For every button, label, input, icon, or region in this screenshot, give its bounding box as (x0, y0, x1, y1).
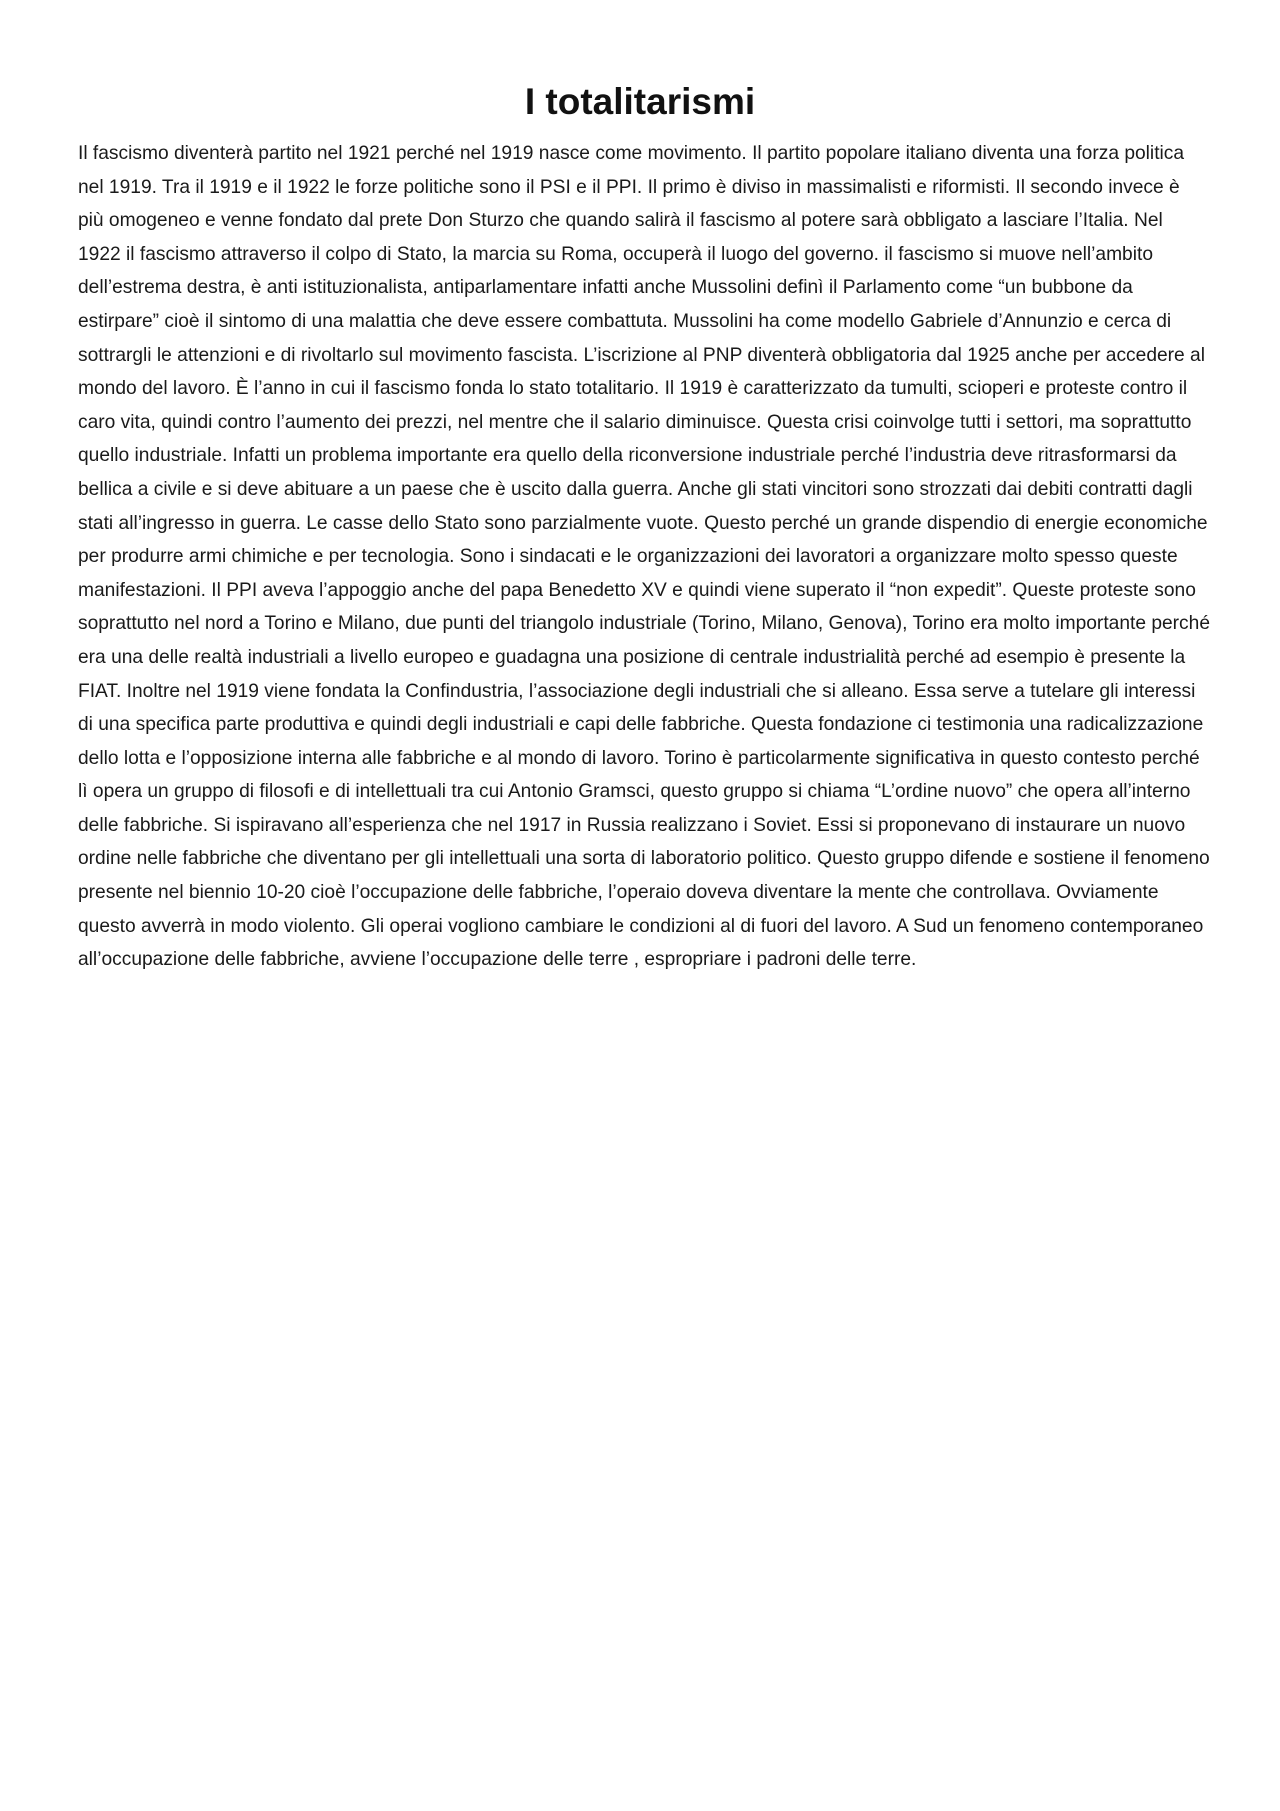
document-body-paragraph: Il fascismo diventerà partito nel 1921 perché nel 1919 nasce come movimento. Il partito popolare italiano diventa una forza politica nel 1919. Tra il 1919 e il 1922 le forze politiche sono il PSI e il PPI. Il primo è diviso in massimalisti e riformisti. Il secondo invece è più omogeneo e venne fondato dal prete Don Sturzo che quando salirà il fascismo al potere sarà obbligato a lasciare l’Italia. Nel 1922 il fascismo attraverso il colpo di Stato, la marcia su Roma, occuperà il luogo del governo. il fascismo si muove nell’ambito dell’estrema destra, è anti istituzionalista, antiparlamentare infatti anche Mussolini definì il Parlamento come “un bubbone da estirpare” cioè il sintomo di una malattia che deve essere combattuta. Mussolini ha come modello Gabriele d’Annunzio e cerca di sottrargli le attenzioni e di rivoltarlo sul movimento fascista. L’iscrizione al PNP diventerà obbligatoria dal 1925 anche per accedere al mondo del lavoro. È l’anno in cui il fascismo fonda lo stato totalitario. Il 1919 è caratterizzato da tumulti, scioperi e proteste contro il caro vita, quindi contro l’aumento dei prezzi, nel mentre che il salario diminuisce. Questa crisi coinvolge tutti i settori, ma soprattutto quello industriale. Infatti un problema importante era quello della riconversione industriale perché l’industria deve ritrasformarsi da bellica a civile e si deve abituare a un paese che è uscito dalla guerra. Anche gli stati vincitori sono strozzati dai debiti contratti dagli stati all’ingresso in guerra. Le casse dello Stato sono parzialmente vuote. Questo perché un grande dispendio di energie economiche per produrre armi chimiche e per tecnologia. Sono i sindacati e le organizzazioni dei lavoratori a organizzare molto spesso queste manifestazioni. Il PPI aveva l’appoggio anche del papa Benedetto XV e quindi viene superato il “non expedit”. Queste proteste sono soprattutto nel nord a Torino e Milano, due punti del triangolo industriale (Torino, Milano, Genova), Torino era molto importante perché era una delle realtà industriali a livello europeo e guadagna una posizione di centrale industrialità perché ad esempio è presente la FIAT. Inoltre nel 1919 viene fondata la Confindustria, l’associazione degli industriali che si alleano. Essa serve a tutelare gli interessi di una specifica parte produttiva e quindi degli industriali e capi delle fabbriche. Questa fondazione ci testimonia una radicalizzazione dello lotta e l’opposizione interna alle fabbriche e al mondo di lavoro. Torino è particolarmente significativa in questo contesto perché lì opera un gruppo di filosofi e di intellettuali tra cui Antonio Gramsci, questo gruppo si chiama “L’ordine nuovo” che opera all’interno delle fabbriche. Si ispiravano all’esperienza che nel 1917 in Russia realizzano i Soviet. Essi si proponevano di instaurare un nuovo ordine nelle fabbriche che diventano per gli intellettuali una sorta di laboratorio politico. Questo gruppo difende e sostiene il fenomeno presente nel biennio 10-20 cioè l’occupazione delle fabbriche, l’operaio doveva diventare la mente che controllava. Ovviamente questo avverrà in modo violento. Gli operai vogliono cambiare le condizioni al di fuori del lavoro. A Sud un fenomeno contemporaneo all’occupazione delle fabbriche, avviene l’occupazione delle terre , espropriare i padroni delle terre. (78, 143, 1210, 971)
document-title: I totalitarismi (524, 81, 756, 122)
